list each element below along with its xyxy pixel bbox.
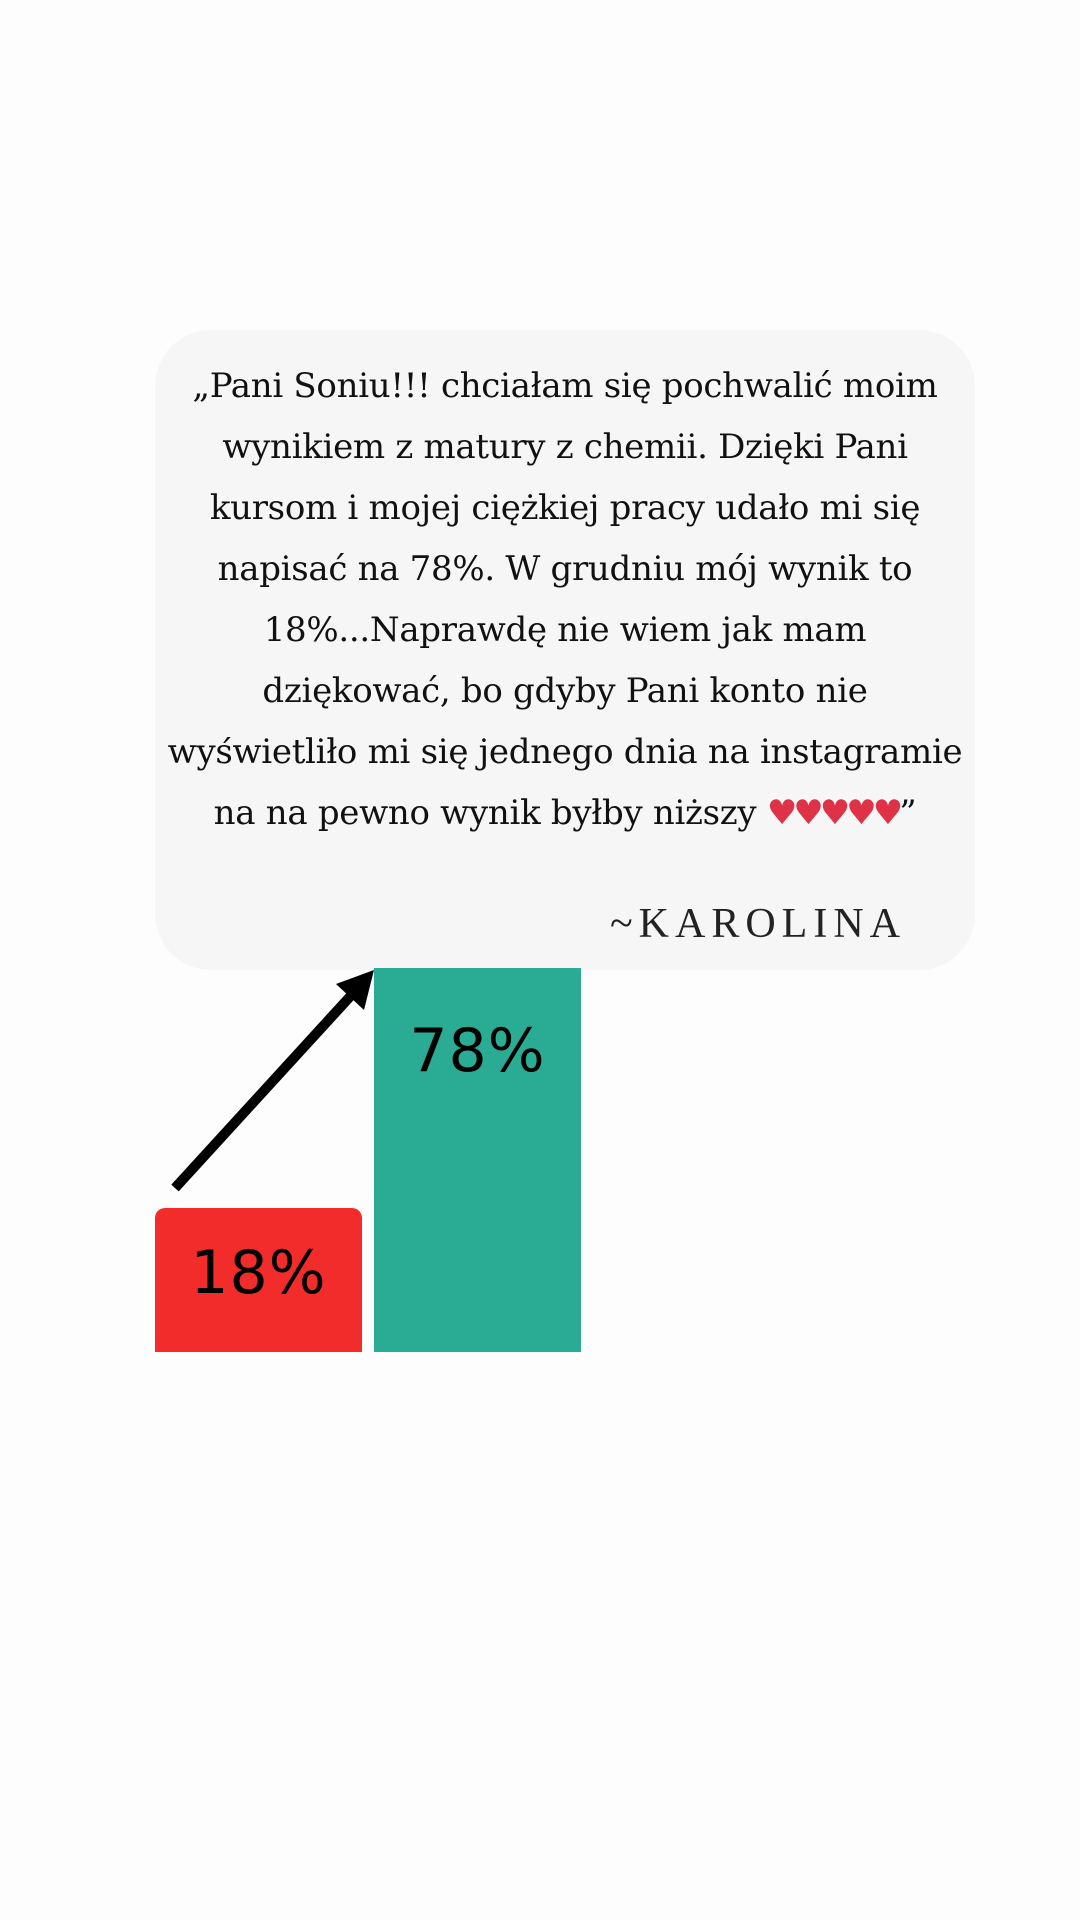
closing-quote-mark: ” xyxy=(899,793,917,833)
score-bar-label: 18% xyxy=(190,1238,327,1308)
score-bar-exam xyxy=(374,968,581,1352)
testimonial-quote xyxy=(165,356,965,844)
testimonial-author: ~KAROLINA xyxy=(609,901,906,947)
score-bar-december xyxy=(155,1208,362,1352)
hearts-icon: ♥♥♥♥♥ xyxy=(766,793,900,833)
quote-text: „Pani Soniu!!! chciałam się pochwalić moim wynikiem z matury z chemii. Dzięki Pani kursom i mojej ciężkiej pracy udało mi się napisać na 78%. W grudniu mój wynik to 18%...Naprawdę nie wiem jak mam dziękować, bo gdyby Pani konto nie wyświetliło mi się jednego dnia na instagramie na na pewno wynik byłby niższy xyxy=(167,366,963,833)
score-bar-label: 78% xyxy=(409,1016,546,1086)
